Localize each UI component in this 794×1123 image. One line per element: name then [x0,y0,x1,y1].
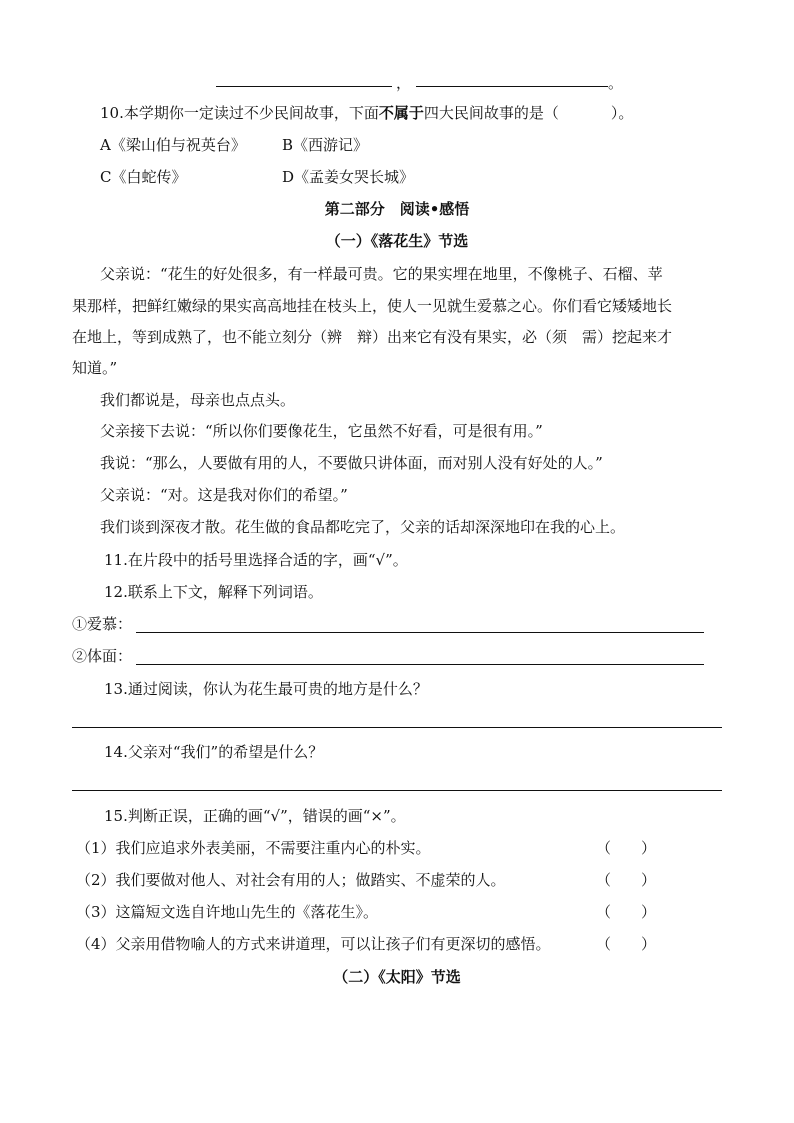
question-11: 11.在片段中的括号里选择合适的字，画“√”。 [104,551,408,569]
judgement-paren[interactable]: （ ） [596,935,657,953]
answer-line-1[interactable] [136,632,704,633]
passage-paragraph: 父亲接下去说：“所以你们要像花生，它虽然不好看，可是很有用。” [100,422,543,440]
passage-line: 果那样，把鲜红嫩绿的果实高高地挂在枝头上，使人一见就生爱慕之心。你们看它矮矮地长 [72,297,673,315]
section-title: （二）《太阳》节选 [333,968,461,986]
passage-line: 父亲说：“花生的好处很多，有一样最可贵。它的果实埋在地里，不像桃子、石榴、苹 [100,265,663,283]
passage-line: 在地上，等到成熟了，也不能立刻分（辨 辩）出来它有没有果实，必（须 需）挖起来才 [72,328,673,346]
passage-paragraph: 我们谈到深夜才散。花生做的食品都吃完了，父亲的话却深深地印在我的心上。 [100,518,626,536]
part-title: 第二部分 阅读•感悟 [324,200,470,218]
answer-blank-line[interactable] [416,86,608,87]
question-number: 10. [100,104,124,122]
question-12: 12.联系上下文，解释下列词语。 [104,583,323,601]
term-label-1: ①爱慕： [72,615,133,633]
answer-line-13[interactable] [72,727,722,728]
judgement-paren[interactable]: （ ） [596,903,657,921]
judgement-item: （3）这篇短文选自许地山先生的《落花生》。 [76,903,379,921]
answer-line-2[interactable] [136,664,704,665]
question-15: 15.判断正误，正确的画“√”，错误的画“×”。 [104,807,406,825]
option-b[interactable]: B《西游记》 [282,136,369,154]
question-13: 13.通过阅读，你认为花生最可贵的地方是什么？ [104,680,428,698]
question-stem-end: ）。 [610,104,634,122]
judgement-item: （1）我们应追求外表美丽，不需要注重内心的朴实。 [76,839,431,857]
question-stem: 四大民间故事的是（ [423,104,559,122]
question-14: 14.父亲对“我们”的希望是什么？ [104,743,324,761]
emphasis-text: 不属于 [378,104,424,122]
judgement-item: （2）我们要做对他人、对社会有用的人；做踏实、不虚荣的人。 [76,871,506,889]
term-label-2: ②体面： [72,647,133,665]
period-mark: 。 [608,74,624,92]
question-stem: 本学期你一定读过不少民间故事，下面 [123,104,379,122]
answer-line-14[interactable] [72,790,722,791]
judgement-paren[interactable]: （ ） [596,871,657,889]
section-title: （一）《落花生》节选 [325,232,469,250]
comma-mark: ， [396,74,412,92]
passage-paragraph: 我说：“那么，人要做有用的人，不要做只讲体面，而对别人没有好处的人。” [100,454,603,472]
option-c[interactable]: C《白蛇传》 [100,168,187,186]
judgement-paren[interactable]: （ ） [596,839,657,857]
question-10 [100,103,633,123]
passage-paragraph: 父亲说：“对。这是我对你们的希望。” [100,486,348,504]
passage-paragraph: 我们都说是，母亲也点点头。 [100,391,296,409]
option-d[interactable]: D《孟姜女哭长城》 [282,168,415,186]
answer-blank-line[interactable] [216,86,392,87]
option-a[interactable]: A《梁山伯与祝英台》 [100,136,246,154]
passage-line: 知道。” [72,359,118,377]
judgement-item: （4）父亲用借物喻人的方式来讲道理，可以让孩子们有更深切的感悟。 [76,935,551,953]
